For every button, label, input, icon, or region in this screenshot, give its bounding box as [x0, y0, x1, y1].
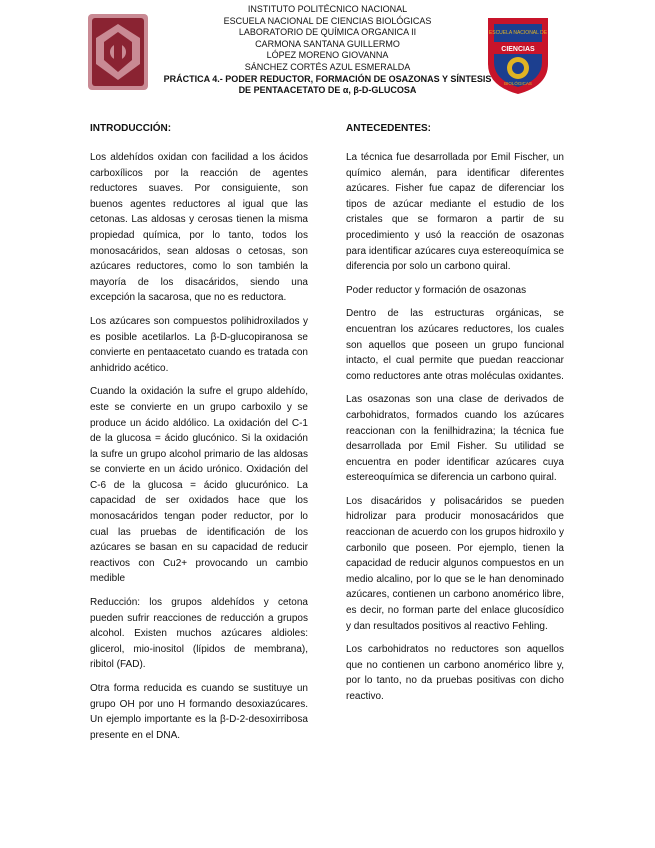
header-line-author-2: LÓPEZ MORENO GIOVANNA: [266, 50, 389, 61]
header-line-author-1: CARMONA SANTANA GUILLERMO: [255, 38, 400, 49]
intro-paragraph-1: Los aldehídos oxidan con facilidad a los ácidos carboxílicos por la reacción de agentes reductores suaves. Por consiguiente, son buenos agentes reductores al igual que las cetonas. Las aldosas y cerosas tienen la misma propiedad química, por lo tanto, todos los monosacáridos, sean aldosas o cetosas, son azúcares reductores, como lo son también la mayoría de los disacáridos, siendo una excepción la sacarosa, que no es reductora.: [90, 152, 308, 304]
background-paragraph-5: Los carbohidratos no reductores son aquellos que no contienen un carbono anomérico libre y, por lo tanto, no da pruebas positivas con dicho reactivo.: [346, 644, 564, 702]
ipn-logo: [88, 14, 148, 90]
background-paragraph-3: Las osazonas son una clase de derivados de carbohidratos, formados cuando los azúcares reaccionan con la fenilhidrazina; la técnica fue desarrollada por Emil Fisher. Su utilidad se encuentra en poder identificar azúcares cuya estereoquímica se diferencia un carbono quiral.: [346, 394, 564, 484]
introduction-column: [90, 122, 308, 751]
practice-title-line-2: DE PENTAACETATO DE α, β-D-GLUCOSA: [238, 85, 417, 96]
logo-bottom-text: BIOLÓGICAS: [504, 81, 532, 86]
background-heading: ANTECEDENTES:: [346, 123, 432, 134]
document-header: [150, 4, 505, 97]
logo-band-text: CIENCIAS: [501, 46, 535, 53]
background-column: [346, 122, 564, 713]
header-line-author-3: SÁNCHEZ CORTÉS AZUL ESMERALDA: [244, 61, 411, 72]
introduction-heading: INTRODUCCIÓN:: [90, 123, 172, 134]
background-subheading: Poder reductor y formación de osazonas: [346, 284, 527, 296]
header-line-lab: LABORATORIO DE QUÍMICA ORGANICA II: [238, 27, 417, 38]
intro-paragraph-4: Reducción: los grupos aldehídos y cetona pueden sufrir reacciones de reducción a grupos alcohol. Existen muchos azúcares aldioles: glicerol, mio-inositol (lípidos de membrana), ribitol (FAD).: [90, 597, 308, 671]
header-line-institution: INSTITUTO POLITÉCNICO NACIONAL: [247, 4, 408, 14]
intro-paragraph-3: Cuando la oxidación la sufre el grupo aldehído, este se convierte en un grupo carboxilo y se produce un ácido aldólico. La oxidación del C-1 de la glucosa = ácido glucónico. Si la oxidación la sufre un grupo alcohol primario de las aldosas se convierte en un ácido urónico. Oxidación del C-6 de la glucosa = ácido glucurónico. La capacidad de ser oxidados hace que los monosacáridos tengan poder reductor, por lo cual las pruebas de identificación de los azúcares se basan en su capacidad de reducir reactivos con Cu2+ provocando un cambio medible: [90, 386, 308, 585]
background-paragraph-4: Los disacáridos y polisacáridos se pueden hidrolizar para producir monosacáridos que reaccionan de acuerdo con los grupos hidroxilo y carbonilo que poseen. Por ejemplo, tienen la capacidad de reducir algunos compuestos en un medio alcalino, por lo que se le han denominado azúcares, contienen un carbono anomérico libre, es decir, no forman parte del enlace glucosídico y dan resultados positivos al reactivo Fehling.: [346, 495, 564, 632]
logo-top-text: ESCUELA NACIONAL DE: [488, 30, 548, 36]
intro-paragraph-2: Los azúcares son compuestos polihidroxilados y es posible acetilarlos. La β-D-glucopiranosa se convierte en pentaacetato cuando es tratada con anhidrido acético.: [90, 315, 308, 374]
intro-paragraph-5: Otra forma reducida es cuando se sustituye un grupo OH por uno H formando desoxiazúcares. Un ejemplo importante es la β-D-2-desoxirribosa presente en el DNA.: [90, 683, 308, 741]
encb-logo: [484, 14, 552, 96]
header-line-school: ESCUELA NACIONAL DE CIENCIAS BIOLÓGICAS: [223, 15, 432, 26]
background-paragraph-2: Dentro de las estructuras orgánicas, se encuentran los azúcares reductores, los cuales son aquellos que poseen un grupo funcional intacto, el cual permite que puedan reaccionar como reductores ante otras moléculas oxidantes.: [346, 308, 564, 382]
practice-title-line-1: PRÁCTICA 4.- PODER REDUCTOR, FORMACIÓN DE OSAZONAS Y SÍNTESIS: [163, 73, 492, 84]
background-paragraph-1: La técnica fue desarrollada por Emil Fischer, un químico alemán, para identificar diferentes azúcares. Fisher fue capaz de diferenciar los tipos de azúcar mediante el estudio de los cristales que se formaron a partir de su procedimiento y usó la reacción de osazonas para identificar azúcares cuya estereoquímica se diferencia por solo un carbono quiral.: [346, 152, 564, 273]
